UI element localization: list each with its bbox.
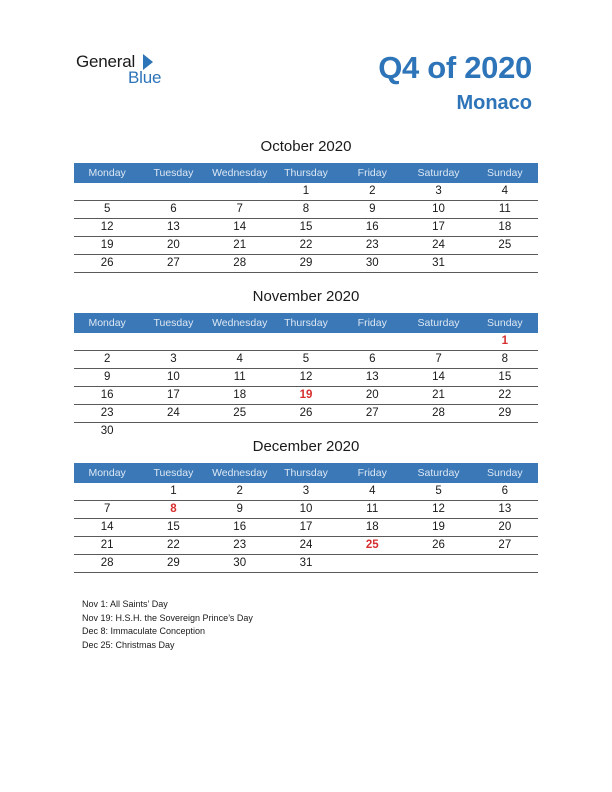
date-cell xyxy=(74,333,140,350)
date-cell xyxy=(339,555,405,572)
date-cell: 26 xyxy=(432,539,445,551)
date-cell: 23 xyxy=(365,239,379,251)
weekday-label: Friday xyxy=(357,467,387,479)
month-calendar xyxy=(74,436,538,573)
date-cell xyxy=(207,333,273,350)
date-cell: 22 xyxy=(167,539,180,551)
date-cell: 27 xyxy=(167,257,180,269)
week-row xyxy=(74,333,538,351)
date-cell: 3 xyxy=(435,185,442,197)
weekday-label: Monday xyxy=(88,467,126,479)
date-cell: 8 xyxy=(302,203,310,215)
date-cell: 4 xyxy=(501,185,509,197)
date-cell: 13 xyxy=(167,221,180,233)
date-cell: 17 xyxy=(299,521,313,533)
date-cell: 18 xyxy=(365,521,379,533)
week-row xyxy=(74,519,538,537)
date-cell xyxy=(140,333,206,350)
date-cell: 13 xyxy=(498,503,512,515)
date-cell: 6 xyxy=(170,203,177,215)
date-cell: 10 xyxy=(432,203,445,215)
holiday-date-cell: 19 xyxy=(299,389,313,401)
date-cell: 30 xyxy=(365,257,379,269)
date-cell: 10 xyxy=(167,371,180,383)
date-cell: 28 xyxy=(432,407,445,419)
date-cell: 1 xyxy=(170,485,177,497)
date-cell: 12 xyxy=(299,371,313,383)
date-cell: 25 xyxy=(498,239,512,251)
month-calendar xyxy=(74,286,538,440)
date-cell: 13 xyxy=(365,371,379,383)
week-row xyxy=(74,183,538,201)
date-cell: 20 xyxy=(498,521,512,533)
weekday-label: Thursday xyxy=(284,467,328,479)
date-cell: 31 xyxy=(299,557,313,569)
holiday-note: Nov 19: H.S.H. the Sovereign Prince’s Day xyxy=(82,612,253,623)
date-cell: 6 xyxy=(501,485,509,497)
weekday-label: Saturday xyxy=(417,467,460,479)
week-row xyxy=(74,555,538,573)
week-row xyxy=(74,537,538,555)
date-cell: 2 xyxy=(369,185,376,197)
date-cell: 16 xyxy=(100,389,114,401)
week-row xyxy=(74,351,538,369)
date-cell: 26 xyxy=(100,257,114,269)
date-cell: 20 xyxy=(167,239,180,251)
logo-general-text: General xyxy=(76,52,136,71)
date-cell: 7 xyxy=(236,203,243,215)
date-cell: 21 xyxy=(100,539,114,551)
date-cell: 23 xyxy=(100,407,114,419)
date-cell: 9 xyxy=(369,203,376,215)
date-cell: 29 xyxy=(498,407,512,419)
date-cell: 4 xyxy=(369,485,376,497)
date-cell: 11 xyxy=(233,371,246,383)
date-cell: 16 xyxy=(233,521,247,533)
date-cell: 28 xyxy=(233,257,247,269)
date-cell: 17 xyxy=(432,221,445,233)
weekday-label: Tuesday xyxy=(153,317,194,329)
date-cell: 27 xyxy=(365,407,379,419)
weekday-label: Monday xyxy=(88,317,126,329)
month-title: December 2020 xyxy=(252,438,360,455)
weekday-header xyxy=(74,463,538,483)
holiday-note: Nov 1: All Saints’ Day xyxy=(82,599,168,609)
week-row xyxy=(74,483,538,501)
date-cell: 29 xyxy=(299,257,313,269)
date-cell: 8 xyxy=(501,353,509,365)
month-calendar xyxy=(74,136,538,273)
weekday-header xyxy=(74,313,538,333)
holiday-note: Dec 25: Christmas Day xyxy=(82,639,175,650)
date-cell: 15 xyxy=(498,371,512,383)
date-cell: 9 xyxy=(103,371,111,383)
date-cell: 18 xyxy=(498,221,512,233)
date-cell: 14 xyxy=(432,371,445,383)
weekday-label: Wednesday xyxy=(212,467,268,479)
holiday-date-cell: 25 xyxy=(365,539,379,551)
date-cell: 18 xyxy=(233,389,247,401)
date-cell: 19 xyxy=(432,521,445,533)
date-cell: 11 xyxy=(498,203,511,215)
weekday-label: Friday xyxy=(357,317,387,329)
weekday-header xyxy=(74,163,538,183)
holiday-date-cell: 8 xyxy=(170,503,177,515)
month-title: October 2020 xyxy=(260,138,352,155)
date-cell: 9 xyxy=(236,503,243,515)
date-cell: 24 xyxy=(432,239,445,251)
date-cell: 5 xyxy=(103,203,111,215)
weekday-label: Sunday xyxy=(487,167,523,179)
date-cell xyxy=(472,555,538,572)
date-cell xyxy=(140,183,206,200)
date-cell: 3 xyxy=(170,353,177,365)
weekday-label: Thursday xyxy=(284,317,328,329)
date-cell: 24 xyxy=(167,407,180,419)
week-row xyxy=(74,255,538,273)
date-cell xyxy=(339,333,405,350)
date-cell: 12 xyxy=(432,503,445,515)
date-cell xyxy=(207,183,273,200)
date-cell: 30 xyxy=(100,425,114,437)
date-cell: 20 xyxy=(365,389,379,401)
date-cell: 22 xyxy=(498,389,512,401)
country-name: Monaco xyxy=(456,92,532,114)
date-cell: 2 xyxy=(236,485,243,497)
date-cell: 6 xyxy=(369,353,376,365)
date-cell: 21 xyxy=(432,389,445,401)
week-row xyxy=(74,201,538,219)
holiday-notes xyxy=(82,598,253,652)
date-cell: 27 xyxy=(498,539,512,551)
date-cell: 11 xyxy=(366,503,379,515)
date-cell: 23 xyxy=(233,539,247,551)
date-cell: 14 xyxy=(100,521,114,533)
weekday-label: Tuesday xyxy=(153,467,194,479)
date-cell: 10 xyxy=(299,503,313,515)
date-cell: 14 xyxy=(233,221,247,233)
date-cell: 15 xyxy=(299,221,313,233)
weekday-label: Saturday xyxy=(417,167,460,179)
date-cell: 29 xyxy=(167,557,180,569)
date-cell: 22 xyxy=(299,239,313,251)
date-cell: 7 xyxy=(435,353,442,365)
date-cell: 19 xyxy=(100,239,114,251)
date-cell: 4 xyxy=(236,353,243,365)
date-cell xyxy=(405,333,471,350)
weekday-label: Sunday xyxy=(487,467,523,479)
date-cell: 25 xyxy=(233,407,247,419)
weekday-label: Friday xyxy=(357,167,387,179)
holiday-date-cell: 1 xyxy=(501,335,509,347)
date-cell: 7 xyxy=(103,503,111,515)
date-cell: 30 xyxy=(233,557,247,569)
weekday-label: Wednesday xyxy=(212,167,268,179)
weekday-label: Tuesday xyxy=(153,167,194,179)
date-cell: 28 xyxy=(100,557,114,569)
weekday-label: Saturday xyxy=(417,317,460,329)
week-row xyxy=(74,501,538,519)
date-cell: 3 xyxy=(302,485,310,497)
date-cell: 31 xyxy=(432,257,445,269)
date-cell: 16 xyxy=(365,221,379,233)
weekday-label: Sunday xyxy=(487,317,523,329)
date-cell: 5 xyxy=(302,353,310,365)
date-cell: 26 xyxy=(299,407,313,419)
date-cell: 15 xyxy=(167,521,180,533)
month-title: November 2020 xyxy=(252,288,360,305)
date-cell: 24 xyxy=(299,539,313,551)
page-title: Q4 of 2020 xyxy=(378,50,532,85)
date-cell xyxy=(472,255,538,272)
week-row xyxy=(74,219,538,237)
date-cell: 1 xyxy=(302,185,310,197)
weekday-label: Thursday xyxy=(284,167,328,179)
date-cell: 2 xyxy=(103,353,111,365)
week-row xyxy=(74,405,538,423)
weekday-label: Monday xyxy=(88,167,126,179)
week-row xyxy=(74,387,538,405)
generalblue-logo xyxy=(76,52,176,88)
logo-blue-text: Blue xyxy=(128,68,162,87)
date-cell xyxy=(273,333,339,350)
date-cell xyxy=(74,483,140,500)
date-cell xyxy=(74,183,140,200)
date-cell xyxy=(405,555,471,572)
date-cell: 17 xyxy=(167,389,180,401)
holiday-note: Dec 8: Immaculate Conception xyxy=(82,626,206,636)
weekday-label: Wednesday xyxy=(212,317,268,329)
date-cell: 5 xyxy=(435,485,442,497)
week-row xyxy=(74,369,538,387)
date-cell: 21 xyxy=(233,239,247,251)
date-cell: 12 xyxy=(100,221,114,233)
week-row xyxy=(74,237,538,255)
